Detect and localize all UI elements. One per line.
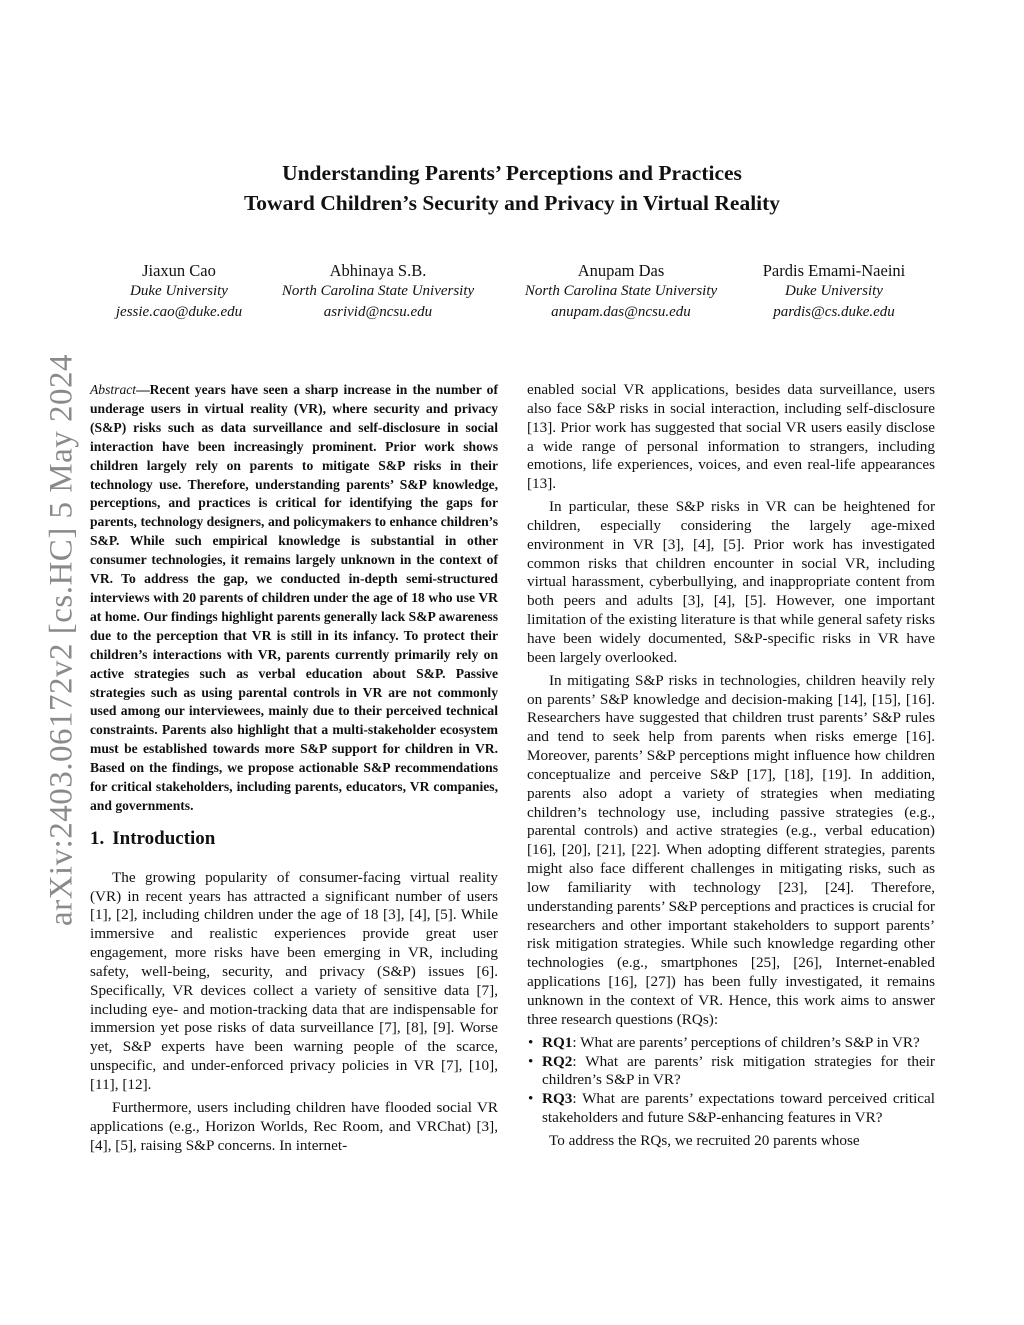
author-affiliation: North Carolina State University (524, 283, 718, 299)
author-2 (282, 260, 474, 323)
title-line-1: Understanding Parents’ Perceptions and Practices (282, 161, 742, 185)
author-affiliation: Duke University (130, 283, 228, 299)
author-affiliation: Duke University (785, 283, 883, 299)
list-item (527, 1090, 935, 1128)
section-number: 1. (90, 827, 105, 849)
author-name: Abhinaya S.B. (329, 261, 427, 280)
research-questions-list (527, 1034, 935, 1128)
rq-key: RQ3 (542, 1090, 573, 1108)
intro-paragraph-3: In particular, these S&P risks in VR can be heightened for children, especially considering the largely age-mixed environment in VR [3], [4], [5]. Prior work has investigated common risks that children encounter in social VR, including virtual harassment, cyberbullying, and inappropriate content from both peers and adults [3], [4], [5]. However, one important limitation of the existing literature is that while general safety risks have been widely documented, S&P-specific risks in VR have been largely overlooked. (527, 498, 935, 666)
rq-key: RQ2 (542, 1052, 573, 1070)
title-line-2: Toward Children’s Security and Privacy in Virtual Reality (243, 191, 781, 215)
list-item (527, 1034, 935, 1053)
author-name: Anupam Das (577, 261, 665, 280)
author-email: asrivid@ncsu.edu (323, 304, 433, 320)
author-4 (763, 260, 906, 323)
intro-paragraph-2-cont: enabled social VR applications, besides data surveillance, users also face S&P risks in social interaction, including self-disclosure [13]. Prior work has suggested that social VR users easily disclose a wide range of personal information to strangers, including emotions, life experiences, voices, and even real-life appearances [13]. (527, 381, 935, 493)
intro-paragraph-5: To address the RQs, we recruited 20 parents whose (549, 1131, 860, 1149)
author-3 (525, 260, 717, 323)
author-email: anupam.das@ncsu.edu (551, 304, 691, 320)
rq-text: : What are parents’ expectations toward perceived critical stakeholders and future S&P-enhancing features in VR? (542, 1090, 935, 1127)
rq-text: : What are parents’ risk mitigation strategies for their children’s S&P in VR? (542, 1052, 935, 1089)
author-1 (116, 260, 242, 323)
bullet-icon: • (528, 1052, 534, 1070)
section-title: Introduction (112, 827, 216, 849)
author-name: Pardis Emami-Naeini (762, 261, 906, 280)
intro-paragraph-1: The growing popularity of consumer-facing virtual reality (VR) in recent years has attracted a significant number of users [1], [2], including children under the age of 18 [3], [4], [5]. While immersive and realistic experiences provide great user engagement, more risks have been emerging in VR, including safety, well-being, security, and privacy (S&P) issues [6]. Specifically, VR devices collect a variety of sensitive data [7], including eye- and motion-tracking data that are indispensable for immersion yet pose risks of data surveillance [7], [8], [9]. Worse yet, S&P experts have been warning people of the scarce, unspecific, and under-enforced privacy policies in VR [7], [10], [11], [12]. (90, 868, 498, 1093)
paper-title (0, 158, 1024, 218)
abstract (90, 381, 498, 816)
author-name: Jiaxun Cao (142, 261, 216, 280)
abstract-label: Abstract (90, 382, 137, 397)
left-column (90, 381, 498, 1155)
intro-paragraph-4: In mitigating S&P risks in technologies, children heavily rely on parents’ S&P knowledge and decision-making [14], [15], [16]. Researchers have suggested that children trust parents’ S&P rules and tend to seek help from parents when risks emerge [16]. Moreover, parents’ S&P perceptions might influence how children conceptualize and perceive S&P [17], [18], [19]. In addition, parents also adopt a variety of strategies when mediating children’s technology use, including passive strategies (e.g., parental controls) and active strategies (e.g., verbal education) [16], [20], [21], [22]. When adopting different strategies, parents might also face different challenges in mitigating risks, such as low familiarity with technology [23], [24]. Therefore, understanding parents’ S&P perceptions and practices is crucial for researchers and other important stakeholders to support parents’ risk mitigation strategies. While such knowledge regarding other technologies (e.g., smartphones [25], [26], Internet-enabled applications [16], [27]) has been fully investigated, it remains unknown in the context of VR. Hence, this work aims to answer three research questions (RQs): (527, 671, 935, 1028)
right-column (527, 381, 935, 1151)
intro-paragraph-2-start: Furthermore, users including children have flooded social VR applications (e.g., Horizon Worlds, Rec Room, and VRChat) [3], [4], [5], raising S&P concerns. In internet- (90, 1098, 498, 1154)
author-email: pardis@cs.duke.edu (773, 304, 895, 320)
author-affiliation: North Carolina State University (281, 283, 475, 299)
bullet-icon: • (528, 1033, 534, 1051)
rq-key: RQ1 (542, 1033, 573, 1051)
author-email: jessie.cao@duke.edu (115, 304, 243, 320)
bullet-icon: • (528, 1090, 534, 1108)
section-heading-introduction (90, 827, 498, 849)
arxiv-stamp: arXiv:2403.06172v2 [cs.HC] 5 May 2024 (43, 353, 80, 927)
abstract-text: —Recent years have seen a sharp increase in the number of underage users in virtual reality (VR), where security and privacy (S&P) risks such as data surveillance and self-disclosure in social interaction have been increasingly prominent. Prior work shows children largely rely on parents to mitigate S&P risks in their technology use. Therefore, understanding parents’ S&P knowledge, perceptions, and practices is critical for identifying the gaps for parents, technology designers, and policymakers to enhance children’s S&P. While such empirical knowledge is substantial in other consumer technologies, it remains largely unknown in the context of VR. To address the gap, we conducted in-depth semi-structured interviews with 20 parents of children under the age of 18 who use VR at home. Our findings highlight parents generally lack S&P awareness due to the perception that VR is still in its infancy. To protect their children’s interactions with VR, parents currently primarily rely on active strategies such as verbal education about S&P. Passive strategies such as using parental controls in VR are not commonly used among our interviewees, mainly due to their perceived technical constraints. Parents also highlight that a multi-stakeholder ecosystem must be established towards more S&P support for children in VR. Based on the findings, we propose actionable S&P recommendations for critical stakeholders, including parents, educators, VR companies, and governments. (90, 382, 498, 813)
list-item (527, 1053, 935, 1091)
rq-text: : What are parents’ perceptions of children’s S&P in VR? (572, 1033, 920, 1051)
